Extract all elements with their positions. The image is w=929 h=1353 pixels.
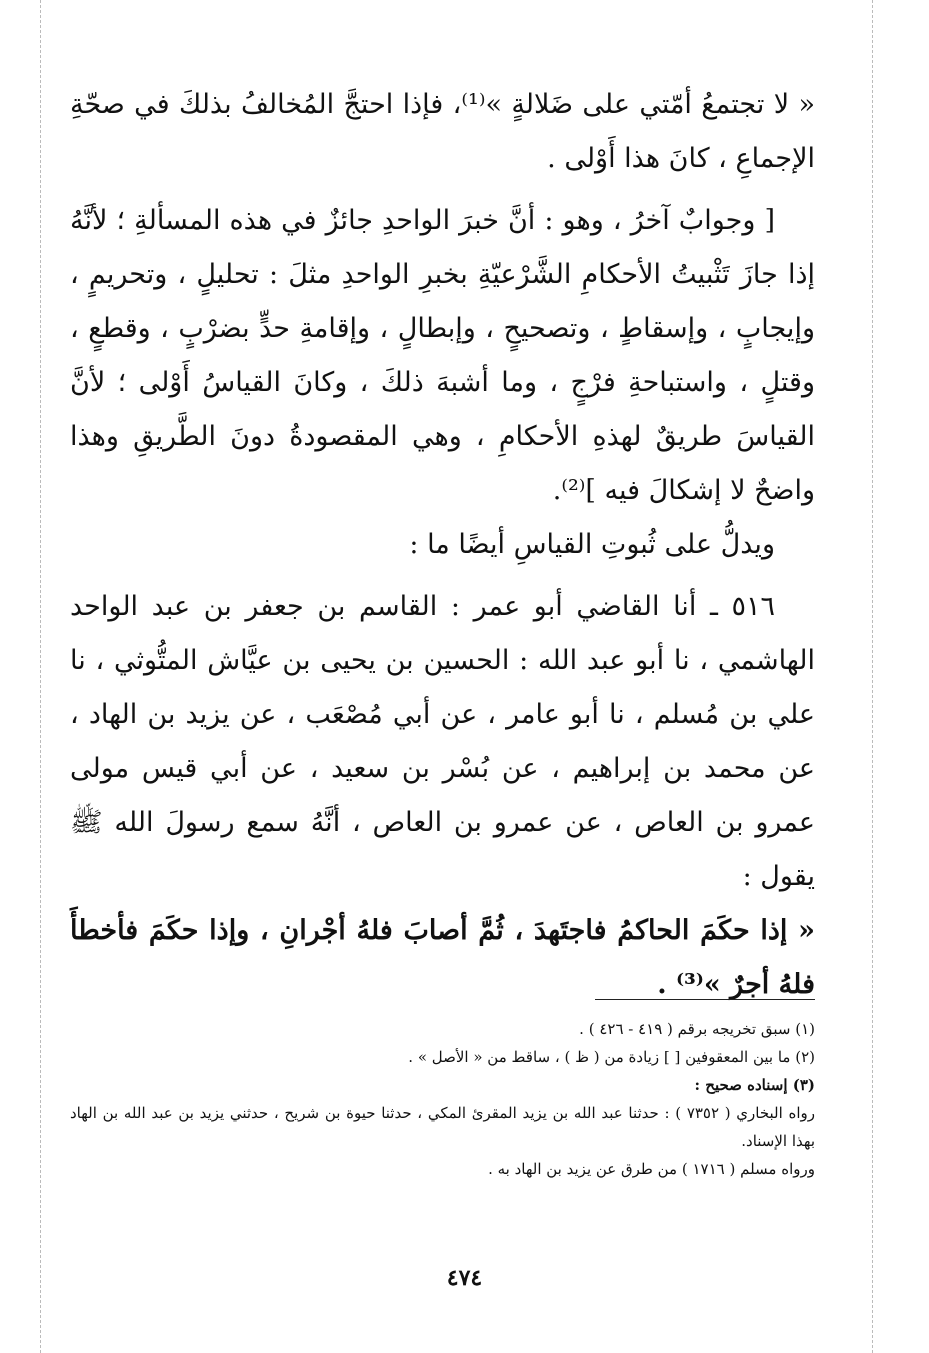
footnote-3-heading: (٣) إسناده صحيح : <box>694 1076 815 1094</box>
evidence-intro-paragraph: ويدلُّ على ثُبوتِ القياسِ أيضًا ما : <box>409 529 775 560</box>
footnote-3-bukhari: رواه البخاري ( ٧٣٥٢ ) : حدثنا عبد الله بن يزيد المقرئ المكي ، حدثنا حيوة بن شريح ، حدثني يزيد بن عبد الله بن الهاد بهذا الإسناد. <box>70 1104 815 1150</box>
narration-516-paragraph: ٥١٦ ـ أنا القاضي أبو عمر : القاسم بن جعفر بن عبد الواحد الهاشمي ، نا أبو عبد الله : الحسين بن يحيى بن عيَّاش المتُّوثي ، نا علي بن مُسلم ، نا أبو عامر ، عن أبي مُصْعَب ، عن يزيد بن الهاد ، عن محمد بن إبراهيم ، عن بُسْر بن سعيد ، عن أبي قيس مولى عمرو بن العاص ، عن عمرو بن العاص ، أنَّهُ سمع رسولَ الله ﷺ يقول : <box>70 591 815 892</box>
hadith-continuation-paragraph: « لا تجتمعُ أمّتي على ضَلالةٍ »⁽¹⁾، فإذا احتجَّ المُخالفُ بذلكَ في صحّةِ الإجماعِ ، كانَ هذا أَوْلى . <box>70 89 815 174</box>
alternative-answer-paragraph: [ وجوابٌ آخرُ ، وهو : أنَّ خبرَ الواحدِ جائزٌ في هذه المسألةِ ؛ لأنَّهُ إذا جازَ تَثْبيتُ الأحكامِ الشَّرْعيّةِ بخبرِ الواحدِ مثلَ : تحليلٍ ، وتحريمٍ ، وإيجابٍ ، وإسقاطٍ ، وتصحيحٍ ، وإبطالٍ ، وإقامةِ حدٍّ بضرْبٍ ، وقطعٍ ، وقتلٍ ، واستباحةِ فرْجٍ ، وما أشبهَ ذلكَ ، وكانَ القياسُ أَوْلى ؛ لأنَّ القياسَ طريقٌ لهذهِ الأحكامِ ، وهي المقصودةُ دونَ الطَّريقِ وهذا واضحٌ لا إشكالَ فيه ]⁽²⁾. <box>70 205 815 506</box>
footnote-2: (٢) ما بين المعقوفين [ ] زيادة من ( ظ ) ، ساقط من « الأصل » . <box>408 1048 815 1066</box>
page-number: ٤٧٤ <box>446 1265 483 1291</box>
main-text <box>70 78 815 1012</box>
footnote-3-muslim: ورواه مسلم ( ١٧١٦ ) من طرق عن يزيد بن الهاد به . <box>488 1160 815 1178</box>
footnote-divider <box>595 999 815 1000</box>
hadith-text-paragraph: « إذا حكَمَ الحاكمُ فاجتَهدَ ، ثُمَّ أصابَ فلهُ أجْرانِ ، وإذا حكَمَ فأخطأَ فلهُ أجرٌ »⁽³⁾ . <box>70 915 815 1000</box>
footnotes-section <box>70 1015 815 1183</box>
footnote-1: (١) سبق تخريجه برقم ( ٤١٩ - ٤٢٦ ) . <box>579 1020 815 1038</box>
